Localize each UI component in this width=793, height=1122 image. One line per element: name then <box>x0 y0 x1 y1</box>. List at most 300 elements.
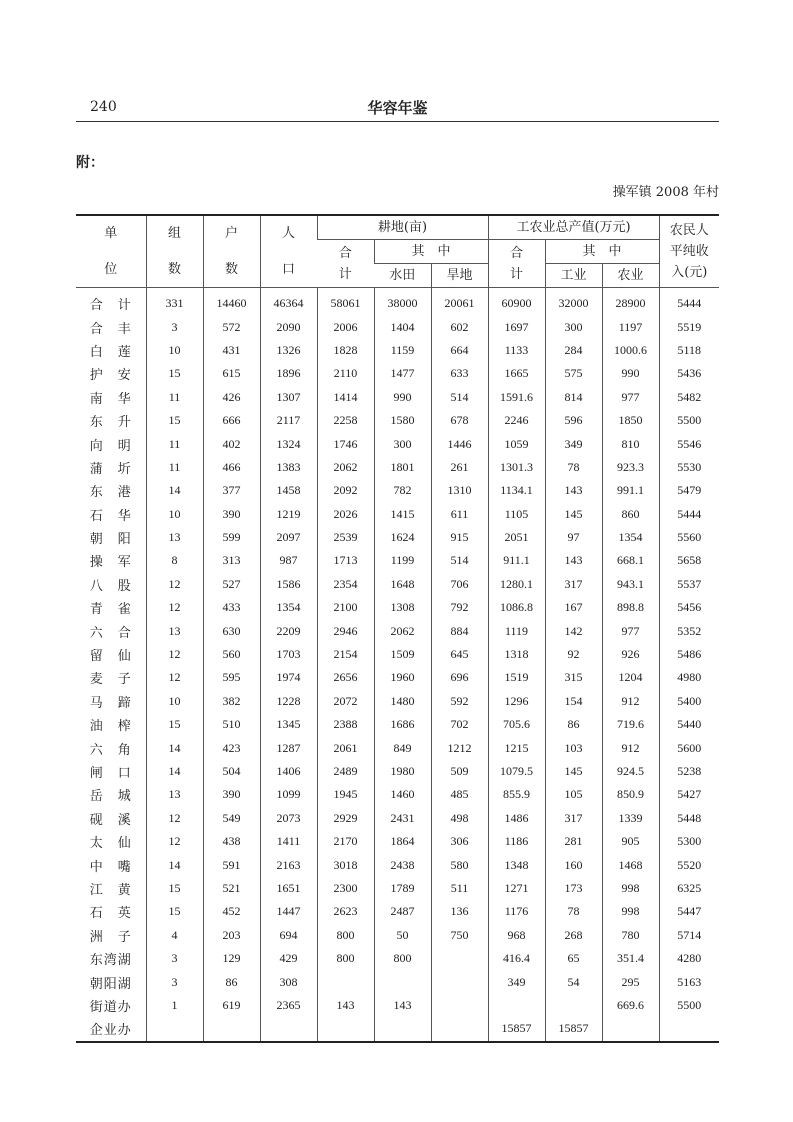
table-cell: 11 <box>146 386 203 409</box>
table-cell: 782 <box>374 479 431 502</box>
table-cell <box>374 1017 431 1041</box>
table-row <box>76 288 719 316</box>
table-cell: 1134.1 <box>488 479 545 502</box>
table-cell: 1980 <box>374 760 431 783</box>
table-cell: 800 <box>317 947 374 970</box>
table-cell: 1896 <box>260 362 317 385</box>
table-cell: 466 <box>203 456 260 479</box>
row-label: 朝 阳 <box>89 532 132 548</box>
table-cell: 14 <box>146 479 203 502</box>
industry-header: 工业 <box>545 264 602 288</box>
table-cell: 1119 <box>488 619 545 642</box>
table-cell: 14 <box>146 760 203 783</box>
table-row <box>76 924 719 947</box>
table-cell: 14 <box>146 853 203 876</box>
book-title: 华容年鉴 <box>367 99 428 117</box>
table-cell: 898.8 <box>602 596 659 619</box>
table-cell: 977 <box>602 386 659 409</box>
table-cell: 306 <box>431 830 488 853</box>
table-cell: 1271 <box>488 877 545 900</box>
table-cell: 12 <box>146 830 203 853</box>
table-cell: 1348 <box>488 853 545 876</box>
table-cell: 911.1 <box>488 549 545 572</box>
table-cell <box>260 1017 317 1041</box>
table-cell <box>431 994 488 1017</box>
row-label: 麦 子 <box>89 672 132 688</box>
table-cell <box>602 1017 659 1041</box>
table-cell: 281 <box>545 830 602 853</box>
table-cell: 990 <box>374 386 431 409</box>
table-cell: 998 <box>602 877 659 900</box>
table-cell: 5427 <box>659 783 719 806</box>
table-cell: 3018 <box>317 853 374 876</box>
table-cell: 2539 <box>317 526 374 549</box>
table-row <box>76 315 719 338</box>
table-cell: 1204 <box>602 666 659 689</box>
table-cell: 915 <box>431 526 488 549</box>
table-cell: 926 <box>602 643 659 666</box>
table-cell: 1850 <box>602 409 659 432</box>
table-cell: 1651 <box>260 877 317 900</box>
output-total-header: 合 计 <box>488 240 545 288</box>
row-label: 合 计 <box>89 298 132 314</box>
table-cell: 1383 <box>260 456 317 479</box>
table-cell: 2431 <box>374 807 431 830</box>
table-cell: 1480 <box>374 690 431 713</box>
table-cell: 5500 <box>659 409 719 432</box>
row-label: 闸 口 <box>89 766 132 781</box>
table-cell: 1354 <box>260 596 317 619</box>
table-cell: 86 <box>545 713 602 736</box>
table-cell: 14 <box>146 736 203 759</box>
table-row <box>76 900 719 923</box>
table-cell: 2438 <box>374 853 431 876</box>
table-cell: 504 <box>203 760 260 783</box>
table-cell: 5537 <box>659 573 719 596</box>
table-row <box>76 526 719 549</box>
table-cell: 596 <box>545 409 602 432</box>
row-label: 油 榨 <box>89 719 132 735</box>
table-cell: 1686 <box>374 713 431 736</box>
table-cell: 2117 <box>260 409 317 432</box>
table-row <box>76 970 719 993</box>
table-cell: 1318 <box>488 643 545 666</box>
table-cell: 1591.6 <box>488 386 545 409</box>
table-cell: 1354 <box>602 526 659 549</box>
table-cell: 678 <box>431 409 488 432</box>
table-cell: 10 <box>146 503 203 526</box>
table-cell: 12 <box>146 573 203 596</box>
table-cell: 2062 <box>374 619 431 642</box>
table-cell: 912 <box>602 736 659 759</box>
table-cell: 1086.8 <box>488 596 545 619</box>
table-row <box>76 456 719 479</box>
table-cell: 1406 <box>260 760 317 783</box>
table-cell: 284 <box>545 339 602 362</box>
table-cell: 5440 <box>659 713 719 736</box>
table-cell: 991.1 <box>602 479 659 502</box>
table-cell: 595 <box>203 666 260 689</box>
table-cell: 2388 <box>317 713 374 736</box>
table-cell: 1307 <box>260 386 317 409</box>
row-label: 街道办 <box>89 999 132 1015</box>
table-cell: 2062 <box>317 456 374 479</box>
row-label: 砚 溪 <box>89 812 132 828</box>
table-cell: 977 <box>602 619 659 642</box>
row-label: 东 港 <box>89 485 132 501</box>
table-cell: 5530 <box>659 456 719 479</box>
table-cell: 431 <box>203 339 260 362</box>
table-cell: 2090 <box>260 315 317 338</box>
table-cell: 1079.5 <box>488 760 545 783</box>
table-cell: 203 <box>203 924 260 947</box>
table-row <box>76 386 719 409</box>
table-cell: 2209 <box>260 619 317 642</box>
table-cell: 510 <box>203 713 260 736</box>
table-cell: 3 <box>146 315 203 338</box>
table-cell: 10 <box>146 339 203 362</box>
table-row <box>76 432 719 455</box>
table-cell: 2092 <box>317 479 374 502</box>
table-cell: 592 <box>431 690 488 713</box>
table-cell: 1415 <box>374 503 431 526</box>
table-cell: 349 <box>545 432 602 455</box>
table-cell: 15857 <box>488 1017 545 1041</box>
table-cell: 2072 <box>317 690 374 713</box>
table-cell: 1864 <box>374 830 431 853</box>
table-cell: 521 <box>203 877 260 900</box>
table-cell: 1339 <box>602 807 659 830</box>
table-cell: 800 <box>374 947 431 970</box>
table-cell: 485 <box>431 783 488 806</box>
table-cell: 1215 <box>488 736 545 759</box>
households-header: 户 数 <box>203 215 260 288</box>
income-header: 农民人 平纯收 入(元) <box>659 215 719 288</box>
row-label: 六 角 <box>89 742 132 758</box>
table-cell: 2489 <box>317 760 374 783</box>
table-cell: 145 <box>545 503 602 526</box>
table-cell: 4980 <box>659 666 719 689</box>
table-row <box>76 549 719 572</box>
table-cell: 602 <box>431 315 488 338</box>
table-cell: 1486 <box>488 807 545 830</box>
table-cell: 599 <box>203 526 260 549</box>
table-cell: 1404 <box>374 315 431 338</box>
table-cell: 433 <box>203 596 260 619</box>
table-cell: 129 <box>203 947 260 970</box>
table-cell: 668.1 <box>602 549 659 572</box>
table-cell: 780 <box>602 924 659 947</box>
table-cell: 810 <box>602 432 659 455</box>
table-cell: 2929 <box>317 807 374 830</box>
output-of-which-header: 其 中 <box>545 240 659 264</box>
farmland-total-header: 合 计 <box>338 245 352 282</box>
table-cell: 1468 <box>602 853 659 876</box>
table-cell: 1411 <box>260 830 317 853</box>
table-row <box>76 362 719 385</box>
table-cell: 943.1 <box>602 573 659 596</box>
table-cell: 2026 <box>317 503 374 526</box>
table-cell: 2073 <box>260 807 317 830</box>
village-statistics-table <box>76 214 719 1043</box>
table-cell: 5482 <box>659 386 719 409</box>
table-cell: 1326 <box>260 339 317 362</box>
table-cell: 167 <box>545 596 602 619</box>
table-cell: 1624 <box>374 526 431 549</box>
table-cell: 850.9 <box>602 783 659 806</box>
table-cell <box>431 947 488 970</box>
table-cell: 5658 <box>659 549 719 572</box>
row-label: 留 仙 <box>89 649 132 665</box>
table-cell: 1789 <box>374 877 431 900</box>
table-cell: 438 <box>203 830 260 853</box>
table-cell: 669.6 <box>602 994 659 1017</box>
table-cell: 1665 <box>488 362 545 385</box>
table-cell: 390 <box>203 503 260 526</box>
table-cell: 382 <box>203 690 260 713</box>
farmland-of-which-header: 其 中 <box>374 240 488 264</box>
table-cell: 97 <box>545 526 602 549</box>
table-cell: 1000.6 <box>602 339 659 362</box>
table-cell: 300 <box>374 432 431 455</box>
table-cell: 5486 <box>659 643 719 666</box>
table-row <box>76 807 719 830</box>
table-cell: 924.5 <box>602 760 659 783</box>
table-cell: 2246 <box>488 409 545 432</box>
table-cell: 295 <box>602 970 659 993</box>
table-cell: 4280 <box>659 947 719 970</box>
table-cell: 5500 <box>659 994 719 1017</box>
table-cell: 884 <box>431 619 488 642</box>
table-cell: 705.6 <box>488 713 545 736</box>
table-cell: 2656 <box>317 666 374 689</box>
table-cell: 377 <box>203 479 260 502</box>
table-row <box>76 853 719 876</box>
row-label: 洲 子 <box>89 929 132 945</box>
row-label: 中 嘴 <box>89 859 132 875</box>
table-cell: 855.9 <box>488 783 545 806</box>
table-cell: 313 <box>203 549 260 572</box>
table-row <box>76 666 719 689</box>
unit-header: 单 位 <box>76 215 146 288</box>
table-cell: 527 <box>203 573 260 596</box>
table-cell: 5238 <box>659 760 719 783</box>
table-cell: 2300 <box>317 877 374 900</box>
table-cell: 580 <box>431 853 488 876</box>
table-cell: 792 <box>431 596 488 619</box>
table-cell: 390 <box>203 783 260 806</box>
table-cell: 968 <box>488 924 545 947</box>
population-header: 人 口 <box>260 215 317 288</box>
table-cell: 54 <box>545 970 602 993</box>
table-row <box>76 690 719 713</box>
table-cell <box>431 970 488 993</box>
table-cell: 1287 <box>260 736 317 759</box>
table-row <box>76 409 719 432</box>
table-cell: 2487 <box>374 900 431 923</box>
table-cell: 1414 <box>317 386 374 409</box>
table-cell: 2365 <box>260 994 317 1017</box>
table-cell: 15 <box>146 362 203 385</box>
table-cell: 5519 <box>659 315 719 338</box>
table-cell: 13 <box>146 619 203 642</box>
table-cell: 2051 <box>488 526 545 549</box>
table-cell: 1586 <box>260 573 317 596</box>
table-cell: 317 <box>545 807 602 830</box>
table-cell: 750 <box>431 924 488 947</box>
row-label: 青 雀 <box>89 602 132 618</box>
table-cell: 998 <box>602 900 659 923</box>
row-label: 操 军 <box>89 555 132 571</box>
table-cell: 351.4 <box>602 947 659 970</box>
table-cell: 15857 <box>545 1017 602 1041</box>
table-cell: 12 <box>146 666 203 689</box>
row-label: 合 丰 <box>89 321 132 337</box>
table-cell <box>545 994 602 1017</box>
table-cell: 2170 <box>317 830 374 853</box>
table-cell: 12 <box>146 643 203 666</box>
table-cell: 38000 <box>374 288 431 316</box>
table-cell <box>317 970 374 993</box>
table-cell: 1059 <box>488 432 545 455</box>
table-cell: 1280.1 <box>488 573 545 596</box>
table-cell: 1828 <box>317 339 374 362</box>
table-cell: 15 <box>146 713 203 736</box>
table-row <box>76 596 719 619</box>
row-label: 南 华 <box>89 391 132 407</box>
table-cell: 78 <box>545 456 602 479</box>
table-cell <box>659 1017 719 1041</box>
table-cell: 60900 <box>488 288 545 316</box>
table-cell: 1212 <box>431 736 488 759</box>
paddy-header: 水田 <box>389 268 416 283</box>
row-label: 蒲 圻 <box>89 461 132 477</box>
groups-header: 组 数 <box>146 215 203 288</box>
table-cell: 575 <box>545 362 602 385</box>
table-cell: 300 <box>545 315 602 338</box>
table-cell: 1477 <box>374 362 431 385</box>
table-cell: 143 <box>374 994 431 1017</box>
table-cell: 315 <box>545 666 602 689</box>
table-cell: 1 <box>146 994 203 1017</box>
table-cell: 1945 <box>317 783 374 806</box>
row-label: 白 莲 <box>89 344 132 360</box>
table-body <box>76 288 719 1042</box>
table-cell: 696 <box>431 666 488 689</box>
table-cell: 666 <box>203 409 260 432</box>
table-cell: 990 <box>602 362 659 385</box>
table-cell: 514 <box>431 549 488 572</box>
row-label: 岳 城 <box>89 789 132 805</box>
table-cell <box>374 970 431 993</box>
table-cell: 143 <box>545 549 602 572</box>
table-cell: 633 <box>431 362 488 385</box>
table-cell: 142 <box>545 619 602 642</box>
table-cell: 1447 <box>260 900 317 923</box>
table-cell: 86 <box>203 970 260 993</box>
row-label: 石 英 <box>89 906 132 922</box>
table-cell: 694 <box>260 924 317 947</box>
table-row <box>76 877 719 900</box>
row-label: 企业办 <box>76 1017 146 1041</box>
table-cell: 706 <box>431 573 488 596</box>
table-cell: 143 <box>317 994 374 1017</box>
table-cell: 5400 <box>659 690 719 713</box>
table-row <box>76 713 719 736</box>
table-cell: 12 <box>146 807 203 830</box>
table-cell: 664 <box>431 339 488 362</box>
table-cell: 800 <box>317 924 374 947</box>
table-cell: 1186 <box>488 830 545 853</box>
table-cell: 50 <box>374 924 431 947</box>
table-cell: 5479 <box>659 479 719 502</box>
table-cell: 572 <box>203 315 260 338</box>
table-cell: 2354 <box>317 573 374 596</box>
row-label: 太 仙 <box>89 836 132 852</box>
table-cell: 5163 <box>659 970 719 993</box>
output-header: 工农业总产值(万元) <box>488 215 659 240</box>
table-cell: 5560 <box>659 526 719 549</box>
table-cell: 923.3 <box>602 456 659 479</box>
table-cell: 615 <box>203 362 260 385</box>
table-cell: 630 <box>203 619 260 642</box>
table-cell: 28900 <box>602 288 659 316</box>
row-label: 护 安 <box>89 368 132 384</box>
table-cell: 1308 <box>374 596 431 619</box>
farmland-header: 耕地(亩) <box>317 215 488 240</box>
table-cell: 645 <box>431 643 488 666</box>
table-cell: 5444 <box>659 503 719 526</box>
table-cell: 611 <box>431 503 488 526</box>
table-cell: 173 <box>545 877 602 900</box>
table-cell: 4 <box>146 924 203 947</box>
table-cell: 5600 <box>659 736 719 759</box>
table-cell: 143 <box>545 479 602 502</box>
table-cell: 1648 <box>374 573 431 596</box>
table-cell: 5436 <box>659 362 719 385</box>
table-cell: 619 <box>203 994 260 1017</box>
table-row <box>76 573 719 596</box>
agriculture-header: 农业 <box>602 264 659 288</box>
table-cell: 849 <box>374 736 431 759</box>
table-row <box>76 736 719 759</box>
table-cell: 511 <box>431 877 488 900</box>
table-cell: 11 <box>146 456 203 479</box>
table-cell: 1446 <box>431 432 488 455</box>
table-cell: 32000 <box>545 288 602 316</box>
table-cell: 308 <box>260 970 317 993</box>
table-cell: 160 <box>545 853 602 876</box>
table-cell: 498 <box>431 807 488 830</box>
table-cell: 1296 <box>488 690 545 713</box>
table-cell: 10 <box>146 690 203 713</box>
table-cell: 1219 <box>260 503 317 526</box>
table-cell: 103 <box>545 736 602 759</box>
table-cell: 5546 <box>659 432 719 455</box>
table-cell: 14460 <box>203 288 260 316</box>
table-cell: 1133 <box>488 339 545 362</box>
row-label: 向 明 <box>89 438 132 454</box>
table-cell: 719.6 <box>602 713 659 736</box>
table-cell: 11 <box>146 432 203 455</box>
table-cell: 1228 <box>260 690 317 713</box>
table-cell: 6325 <box>659 877 719 900</box>
table-cell: 2946 <box>317 619 374 642</box>
table-cell: 58061 <box>317 288 374 316</box>
table-row <box>76 830 719 853</box>
table-cell: 905 <box>602 830 659 853</box>
row-label: 石 华 <box>89 508 132 524</box>
